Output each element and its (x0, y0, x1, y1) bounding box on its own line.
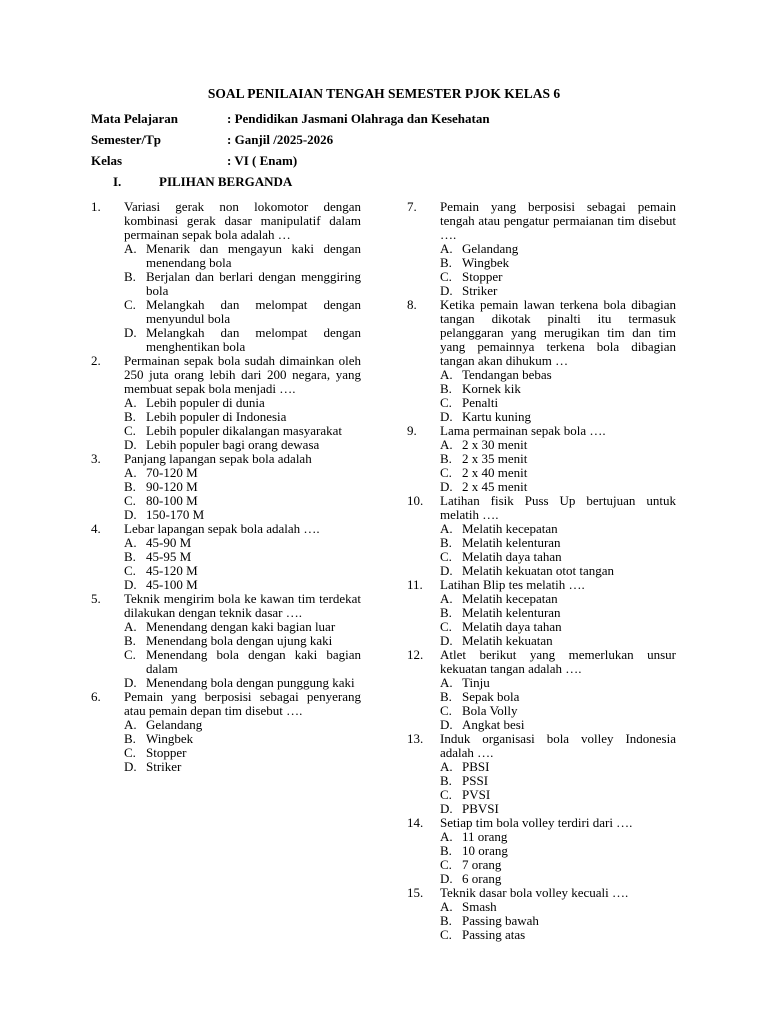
option-letter: A. (124, 619, 137, 634)
answer-option (124, 424, 361, 438)
option-letter: C. (440, 927, 452, 942)
answer-option (124, 438, 361, 452)
option-text: Lebih populer dikalangan masyarakat (146, 423, 343, 438)
answer-option (124, 480, 361, 494)
question-item (407, 648, 676, 732)
option-letter: A. (124, 535, 137, 550)
question-body (440, 298, 676, 424)
option-text: Wingbek (462, 255, 510, 270)
option-text: Stopper (462, 269, 503, 284)
answer-option (124, 536, 361, 550)
option-letter: B. (440, 689, 452, 704)
question-text: Pemain yang berposisi sebagai penyerang atau pemain depan tim disebut …. (124, 689, 361, 718)
option-letter: D. (440, 409, 453, 424)
document-title: SOAL PENILAIAN TENGAH SEMESTER PJOK KELAS 6 (207, 86, 561, 101)
question-item (91, 452, 361, 522)
option-letter: B. (124, 409, 136, 424)
answer-option (440, 564, 676, 578)
option-letter: A. (440, 899, 453, 914)
option-text: Sepak bola (462, 689, 520, 704)
option-text: 6 orang (462, 871, 502, 886)
question-text: Setiap tim bola volley terdiri dari …. (440, 815, 633, 830)
option-letter: D. (440, 563, 453, 578)
meta-label: Semester/Tp (91, 132, 162, 147)
option-text: Stopper (146, 745, 187, 760)
question-text: Panjang lapangan sepak bola adalah (124, 451, 312, 466)
question-body (124, 522, 361, 592)
section-heading (113, 175, 292, 189)
question-text: Variasi gerak non lokomotor dengan kombinasi gerak dasar manipulatif dalam permainan sepak bola adalah … (124, 199, 361, 242)
meta-row-semester (91, 133, 490, 154)
option-text: 45-90 M (146, 535, 192, 550)
question-body (440, 816, 676, 886)
option-letter: B. (440, 451, 452, 466)
question-text: Teknik dasar bola volley kecuali …. (440, 885, 629, 900)
option-letter: B. (440, 913, 452, 928)
meta-row-subject (91, 112, 490, 133)
option-text: 2 x 45 menit (462, 479, 528, 494)
option-text: 2 x 30 menit (462, 437, 528, 452)
question-text: Atlet berikut yang memerlukan unsur kekuatan tangan adalah …. (440, 647, 676, 676)
question-text: Latihan fisik Puss Up bertujuan untuk melatih …. (440, 493, 676, 522)
option-letter: B. (124, 549, 136, 564)
option-letter: D. (440, 283, 453, 298)
option-letter: A. (440, 591, 453, 606)
question-item (91, 354, 361, 452)
meta-value: : Ganjil /2025-2026 (227, 132, 334, 147)
option-text: Menendang bola dengan ujung kaki (146, 633, 333, 648)
option-letter: D. (440, 717, 453, 732)
question-text: Ketika pemain lawan terkena bola dibagian tangan dikotak pinalti itu termasuk pelanggaran yang merugikan tim dan tim yang pemainnya terkena bola dibagian tangan akan dihukum … (440, 297, 676, 368)
option-letter: C. (440, 549, 452, 564)
option-text: 7 orang (462, 857, 502, 872)
option-text: Lebih populer di Indonesia (146, 409, 287, 424)
question-text: Latihan Blip tes melatih …. (440, 577, 585, 592)
answer-option (440, 466, 676, 480)
answer-option (440, 438, 676, 452)
answer-option (124, 550, 361, 564)
answer-option (440, 256, 676, 270)
question-body (124, 200, 361, 354)
answer-option (124, 494, 361, 508)
answer-option (440, 914, 676, 928)
option-letter: B. (440, 605, 452, 620)
answer-option (124, 746, 361, 760)
option-letter: A. (440, 675, 453, 690)
question-body (124, 690, 361, 774)
option-text: Bola Volly (462, 703, 518, 718)
answer-option (440, 774, 676, 788)
question-body (124, 592, 361, 690)
option-letter: C. (440, 787, 452, 802)
question-number: 10. (407, 493, 424, 508)
option-letter: B. (440, 843, 452, 858)
question-number: 1. (91, 199, 101, 214)
option-letter: B. (124, 731, 136, 746)
question-item (407, 424, 676, 494)
option-letter: D. (124, 325, 137, 340)
option-letter: A. (124, 465, 137, 480)
answer-option (124, 508, 361, 522)
option-text: Menendang bola dengan punggung kaki (146, 675, 355, 690)
answer-option (124, 732, 361, 746)
answer-option (440, 536, 676, 550)
answer-option (124, 242, 361, 270)
question-number: 5. (91, 591, 101, 606)
option-letter: C. (124, 647, 136, 662)
section-number: I. (113, 174, 122, 189)
meta-value: : Pendidikan Jasmani Olahraga dan Kesehatan (227, 111, 490, 126)
answer-option (440, 410, 676, 424)
meta-value: : VI ( Enam) (227, 153, 298, 168)
meta-info (91, 112, 490, 175)
question-text: Lebar lapangan sepak bola adalah …. (124, 521, 320, 536)
option-letter: B. (440, 773, 452, 788)
question-number: 14. (407, 815, 424, 830)
option-text: 45-120 M (146, 563, 198, 578)
option-text: Smash (462, 899, 497, 914)
option-text: Passing atas (462, 927, 526, 942)
question-item (407, 494, 676, 578)
option-text: Penalti (462, 395, 499, 410)
option-text: Menendang dengan kaki bagian luar (146, 619, 336, 634)
meta-row-class (91, 154, 490, 175)
question-body (440, 200, 676, 298)
answer-option (440, 592, 676, 606)
option-letter: A. (124, 717, 137, 732)
option-text: 70-120 M (146, 465, 198, 480)
answer-option (440, 550, 676, 564)
answer-option (124, 634, 361, 648)
option-text: 2 x 40 menit (462, 465, 528, 480)
question-item (407, 578, 676, 648)
answer-option (440, 676, 676, 690)
question-text: Teknik mengirim bola ke kawan tim terdekat dilakukan dengan teknik dasar …. (124, 591, 361, 620)
option-letter: B. (124, 479, 136, 494)
option-text: Melatih kelenturan (462, 535, 561, 550)
question-number: 4. (91, 521, 101, 536)
option-letter: A. (440, 437, 453, 452)
option-letter: B. (440, 535, 452, 550)
question-body (124, 354, 361, 452)
answer-option (440, 690, 676, 704)
option-text: Berjalan dan berlari dengan menggiring bola (146, 269, 361, 298)
option-text: Menendang bola dengan kaki bagian dalam (146, 647, 361, 676)
question-body (440, 494, 676, 578)
option-text: 80-100 M (146, 493, 198, 508)
question-number: 12. (407, 647, 424, 662)
question-body (440, 648, 676, 732)
answer-option (440, 606, 676, 620)
option-letter: C. (124, 493, 136, 508)
question-body (440, 424, 676, 494)
option-text: Passing bawah (462, 913, 539, 928)
question-number: 15. (407, 885, 424, 900)
question-body (440, 886, 676, 942)
answer-option (124, 760, 361, 774)
answer-option (124, 676, 361, 690)
option-letter: D. (124, 759, 137, 774)
question-item (91, 592, 361, 690)
answer-option (440, 522, 676, 536)
option-text: Gelandang (146, 717, 203, 732)
answer-option (124, 718, 361, 732)
answer-option (440, 718, 676, 732)
question-item (407, 298, 676, 424)
answer-option (124, 620, 361, 634)
option-letter: C. (440, 703, 452, 718)
option-text: Melangkah dan melompat dengan menyundul bola (146, 297, 361, 326)
option-letter: D. (440, 633, 453, 648)
option-text: Melatih kekuatan (462, 633, 553, 648)
answer-option (440, 396, 676, 410)
question-item (407, 816, 676, 886)
option-letter: D. (124, 507, 137, 522)
option-text: Kartu kuning (462, 409, 531, 424)
question-column-right (407, 200, 676, 942)
answer-option (440, 620, 676, 634)
answer-option (440, 802, 676, 816)
option-text: Melatih kecepatan (462, 591, 558, 606)
option-letter: C. (440, 395, 452, 410)
question-item (407, 732, 676, 816)
question-number: 2. (91, 353, 101, 368)
option-text: PBVSI (462, 801, 499, 816)
question-number: 8. (407, 297, 417, 312)
option-letter: A. (440, 521, 453, 536)
option-letter: B. (440, 255, 452, 270)
option-text: Melangkah dan melompat dengan menghentikan bola (146, 325, 361, 354)
question-number: 11. (407, 577, 423, 592)
option-letter: A. (440, 241, 453, 256)
option-letter: A. (124, 241, 137, 256)
option-letter: D. (440, 871, 453, 886)
question-item (91, 690, 361, 774)
answer-option (440, 928, 676, 942)
answer-option (440, 760, 676, 774)
answer-option (440, 480, 676, 494)
answer-option (440, 858, 676, 872)
answer-option (124, 298, 361, 326)
answer-option (124, 396, 361, 410)
section-title: PILIHAN BERGANDA (159, 174, 293, 189)
question-text: Induk organisasi bola volley Indonesia adalah …. (440, 731, 676, 760)
option-letter: C. (440, 619, 452, 634)
option-text: 11 orang (462, 829, 508, 844)
option-letter: D. (124, 577, 137, 592)
answer-option (440, 284, 676, 298)
question-item (91, 522, 361, 592)
question-number: 6. (91, 689, 101, 704)
answer-option (124, 326, 361, 354)
answer-option (440, 270, 676, 284)
answer-option (124, 270, 361, 298)
option-text: Melatih kekuatan otot tangan (462, 563, 614, 578)
option-text: 150-170 M (146, 507, 205, 522)
answer-option (440, 844, 676, 858)
answer-option (440, 382, 676, 396)
answer-option (124, 578, 361, 592)
option-letter: D. (124, 675, 137, 690)
option-text: 45-100 M (146, 577, 198, 592)
option-letter: D. (124, 437, 137, 452)
question-text: Permainan sepak bola sudah dimainkan oleh 250 juta orang lebih dari 200 negara, yang membuat sepak bola menjadi …. (124, 353, 361, 396)
option-letter: B. (440, 381, 452, 396)
option-letter: C. (440, 465, 452, 480)
option-letter: A. (440, 759, 453, 774)
question-item (407, 200, 676, 298)
option-text: Lebih populer bagi orang dewasa (146, 437, 320, 452)
option-letter: A. (124, 395, 137, 410)
question-text: Lama permainan sepak bola …. (440, 423, 606, 438)
option-text: Menarik dan mengayun kaki dengan menendang bola (146, 241, 361, 270)
option-text: PBSI (462, 759, 490, 774)
meta-label: Mata Pelajaran (91, 111, 179, 126)
option-letter: B. (124, 633, 136, 648)
option-letter: D. (440, 801, 453, 816)
option-letter: C. (440, 269, 452, 284)
option-text: Melatih daya tahan (462, 549, 562, 564)
answer-option (440, 368, 676, 382)
question-body (440, 732, 676, 816)
question-number: 9. (407, 423, 417, 438)
option-text: PSSI (462, 773, 489, 788)
option-text: Melatih kelenturan (462, 605, 561, 620)
option-text: 45-95 M (146, 549, 192, 564)
answer-option (440, 830, 676, 844)
question-number: 7. (407, 199, 417, 214)
answer-option (440, 900, 676, 914)
answer-option (124, 564, 361, 578)
option-letter: C. (440, 857, 452, 872)
answer-option (440, 452, 676, 466)
option-letter: B. (124, 269, 136, 284)
question-text: Pemain yang berposisi sebagai pemain tengah atau pengatur permaianan tim disebut …. (440, 199, 676, 242)
option-text: Kornek kik (462, 381, 521, 396)
question-item (407, 886, 676, 942)
answer-option (124, 648, 361, 676)
option-text: Wingbek (146, 731, 194, 746)
option-letter: A. (440, 367, 453, 382)
option-letter: C. (124, 423, 136, 438)
answer-option (440, 788, 676, 802)
answer-option (124, 410, 361, 424)
option-letter: C. (124, 745, 136, 760)
option-text: Striker (462, 283, 498, 298)
answer-option (440, 872, 676, 886)
question-number: 13. (407, 731, 424, 746)
option-text: Melatih daya tahan (462, 619, 562, 634)
answer-option (440, 634, 676, 648)
question-column-left (91, 200, 361, 774)
option-letter: C. (124, 563, 136, 578)
answer-option (124, 466, 361, 480)
option-letter: A. (440, 829, 453, 844)
answer-option (440, 242, 676, 256)
option-text: 10 orang (462, 843, 508, 858)
question-item (91, 200, 361, 354)
question-number: 3. (91, 451, 101, 466)
option-text: 2 x 35 menit (462, 451, 528, 466)
option-text: Striker (146, 759, 182, 774)
option-text: Lebih populer di dunia (146, 395, 265, 410)
answer-option (440, 704, 676, 718)
option-text: Melatih kecepatan (462, 521, 558, 536)
question-body (440, 578, 676, 648)
meta-label: Kelas (91, 153, 123, 168)
option-text: Angkat besi (462, 717, 525, 732)
option-letter: D. (440, 479, 453, 494)
question-body (124, 452, 361, 522)
option-text: Tinju (462, 675, 490, 690)
option-text: Gelandang (462, 241, 519, 256)
option-text: PVSI (462, 787, 491, 802)
option-text: 90-120 M (146, 479, 198, 494)
option-text: Tendangan bebas (462, 367, 552, 382)
option-letter: C. (124, 297, 136, 312)
